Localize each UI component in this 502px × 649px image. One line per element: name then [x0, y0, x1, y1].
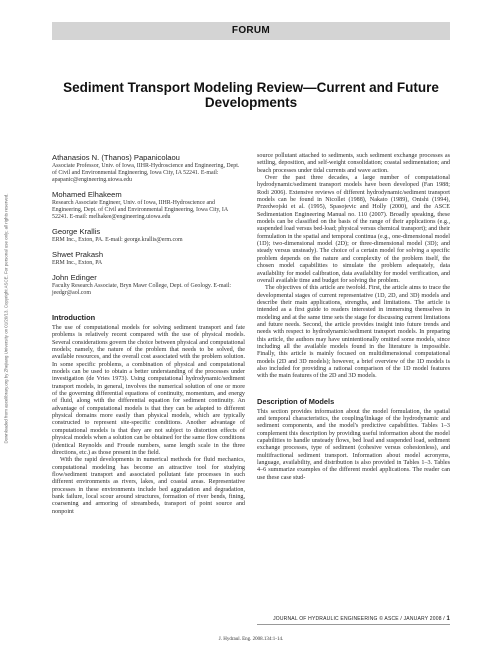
- description-heading: Description of Models: [257, 396, 335, 406]
- author-name: George Krallis: [52, 227, 101, 236]
- author-block: [52, 190, 245, 221]
- right-column: [257, 153, 450, 482]
- footer-rule: [257, 624, 450, 625]
- introduction-paragraph: With the rapid developments in numerical methods for fluid mechanics, computational modeling has become an attractive tool for studying flow/sediment transport and associated pollutant fate processes in such different environments as rivers, lakes, and coastal areas. Representative processes in these environments include bed aggradation and degradation, bank failure, local scour around structures, formation of river bends, fining, coarsening and armoring of streambeds, transport of point source and nonpoint: [52, 457, 245, 515]
- journal-footer: [273, 616, 450, 622]
- journal-name: JOURNAL OF HYDRAULIC ENGINEERING © ASCE / JANUARY 2008 /: [273, 616, 445, 622]
- section-header-bar: [52, 22, 450, 40]
- author-name: Mohamed Elhakeem: [52, 190, 122, 199]
- body-paragraph: source pollutant attached to sediments, such sediment exchange processes as settling, deposition, and self-weight consolidation; coastal sedimentation; and beach processes under tidal currents and wave action.: [257, 153, 450, 174]
- author-block: [52, 227, 245, 244]
- body-paragraph: Over the past three decades, a large number of computational hydrodynamic/sediment transport models have been developed (Fan 1988; Rodi 2006). Extensive reviews of different hydrodynamic/sediment transport models can be found in Nicollet (1988), Nakato (1989), Onishi (1994), Przedwojski et al. (1995), Spasojevic and Holly (2000), and the ASCE Sedimentation Engineering Manual no. 110 (2007). Broadly speaking, these models can be classified on the basis of the range of their applications (e.g., suspended load versus bed-load; physical versus chemical transport); and their formulation in the spatial and temporal continua (e.g., one-dimensional model (1D); two-dimensional model (2D); or three-dimensional model (3D); and steady versus unsteady). The choice of a certain model for solving a specific problem depends on the nature and complexity of the problem itself, the chosen model capabilities to simulate the problem adequately, data availability for model calibration, data availability for model verification, and overall available time and budget for solving the problem.: [257, 175, 450, 284]
- introduction-heading: Introduction: [52, 313, 96, 322]
- download-watermark-text: Downloaded from ascelibrary.org by Zhejiang University on 01/20/13. Copyright ASCE. For personal use only; all rights reserved.: [3, 193, 9, 444]
- author-affiliation: Research Associate Engineer, Univ. of Iowa, IIHR-Hydroscience and Engineering, Dept. of Civil and Environmental Engineering, Iowa City, IA 52241. E-mail: melhakee@engineering.uiowa.edu: [52, 200, 228, 220]
- author-block: [52, 153, 245, 184]
- download-watermark: [2, 120, 10, 520]
- body-paragraph: The objectives of this article are twofold. First, the article aims to trace the developmental stages of current representative (1D, 2D, and 3D) models and describe their main applications, strengths, and limitations. The article is intended as a first guide to readers interested in immersing themselves in modeling and at the same time sets the stage for discussing current limitations and future needs. Second, the article provides insight into future trends and needs with respect to hydrodynamic/sediment transport models. In preparing this article, the authors may have unintentionally omitted some models, since including all the available models found in the literature is impossible. Finally, this article is mainly focused on multidimensional computational models (2D and 3D models); however, a brief overview of the 1D models is also included for providing a rational comparison of the 1D model features with the main features of the 2D and 3D models.: [257, 285, 450, 380]
- author-affiliation: ERM Inc., Exton, PA: [52, 260, 103, 266]
- section-label: FORUM: [231, 25, 271, 36]
- article-title: Sediment Transport Modeling Review—Current and Future Developments: [63, 80, 439, 110]
- author-affiliation: ERM Inc., Exton, PA. E-mail: george.krallis@erm.com: [52, 237, 183, 243]
- author-name: Athanasios N. (Thanos) Papanicolaou: [52, 153, 180, 162]
- description-paragraph: This section provides information about the model formulation, the spatial and temporal characteristics, the coupling/linkage of the hydrodynamic and sediment components, and the model's predictive capabilities. Tables 1–3 complement this description by providing useful information about the model capabilities to handle unsteady flows, bed load and suspended load, sediment exchange processes, type of sediment (cohesive versus cohesionless), and multifractional sediment transport. Information about model acronyms, language, availability, and distribution is also provided in Tables 1–3. Tables 4–6 summarize examples of the different model applications. The reader can use these case stud-: [257, 408, 450, 481]
- author-name: Shwet Prakash: [52, 250, 104, 259]
- author-affiliation: Faculty Research Associate, Bryn Mawr College, Dept. of Geology. E-mail: jeedgr@aol.com: [52, 283, 232, 296]
- page-number: 1: [446, 616, 450, 622]
- introduction-paragraph: The use of computational models for solving sediment transport and fate problems is relatively recent compared with the use of physical models. Several considerations govern the choice between physical and computational models; namely, the nature of the problem that needs to be solved, the available resources, and the overall cost associated with the problem solution. In some specific problems, a combination of physical and computational models can be used to obtain a better understanding of the processes under investigation (de Vries 1973). Using computational hydrodynamic/sediment transport models, in general, involves the numerical solution of one or more of the governing differential equations of continuity, momentum, and energy of fluid, along with the differential equation for sediment continuity. An advantage of computational models is that they can be adapted to different physical domains more easily than physical models, which are typically constructed to represent site-specific conditions. Another advantage of computational models is that they are not subject to distortion effects of physical models when a solution can be obtained for the same flow conditions (identical Reynolds and Froude numbers, same length scale in the three directions, etc.) as those present in the field.: [52, 325, 245, 456]
- left-column: [52, 153, 245, 516]
- author-block: [52, 250, 245, 267]
- citation-line: J. Hydraul. Eng. 2008.134:1-14.: [218, 637, 284, 642]
- author-name: John Edinger: [52, 273, 97, 282]
- author-block: [52, 273, 245, 297]
- author-affiliation: Associate Professor, Univ. of Iowa, IIHR-Hydroscience and Engineering, Dept. of Civil and Environmental Engineering, Iowa City, IA 52241. E-mail: apapanic@engineering.uiowa.edu: [52, 163, 240, 183]
